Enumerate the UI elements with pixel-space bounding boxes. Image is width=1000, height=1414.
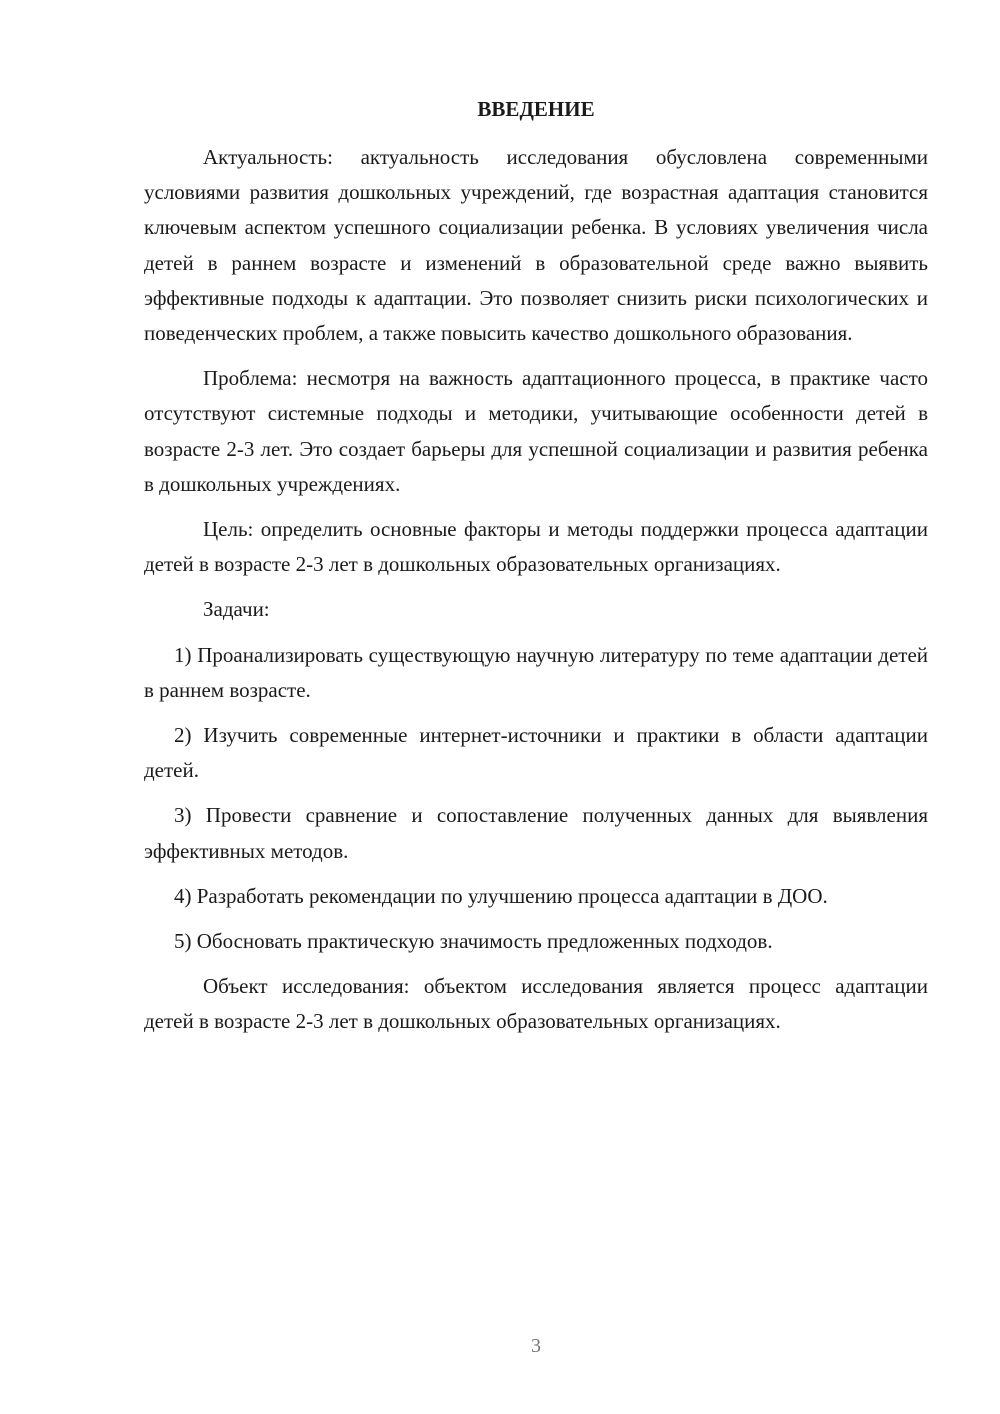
relevance-paragraph: Актуальность: актуальность исследования обусловлена современными условиями развития дошкольных учреждений, где возрастная адаптация становится ключевым аспектом успешного социализации ребенка. В условиях увеличения числа детей в раннем возрасте и изменений в образовательной среде важно выявить эффективные подходы к адаптации. Это позволяет снизить риски психологических и поведенческих проблем, а также повысить качество дошкольного образования.: [144, 145, 928, 346]
task-item-3: 3) Провести сравнение и сопоставление полученных данных для выявления эффективных методов.: [144, 803, 928, 863]
task-item-2: 2) Изучить современные интернет-источники и практики в области адаптации детей.: [144, 723, 928, 783]
goal-paragraph: Цель: определить основные факторы и методы поддержки процесса адаптации детей в возрасте 2-3 лет в дошкольных образовательных организациях.: [144, 517, 928, 577]
tasks-label: Задачи:: [203, 597, 270, 622]
section-heading: ВВЕДЕНИЕ: [477, 97, 595, 121]
task-item-5: 5) Обосновать практическую значимость предложенных подходов.: [174, 929, 773, 954]
document-page: [144, 92, 928, 1050]
object-paragraph: Объект исследования: объектом исследования является процесс адаптации детей в возрасте 2-3 лет в дошкольных образовательных организациях.: [144, 974, 928, 1034]
task-item-4: 4) Разработать рекомендации по улучшению процесса адаптации в ДОО.: [174, 883, 828, 908]
problem-paragraph: Проблема: несмотря на важность адаптационного процесса, в практике часто отсутствуют системные подходы и методики, учитывающие особенности детей в возрасте 2-3 лет. Это создает барьеры для успешной социализации и развития ребенка в дошкольных учреждениях.: [144, 366, 928, 496]
task-item-1: 1) Проанализировать существующую научную литературу по теме адаптации детей в раннем возрасте.: [144, 642, 928, 702]
page-number: 3: [531, 1335, 541, 1357]
